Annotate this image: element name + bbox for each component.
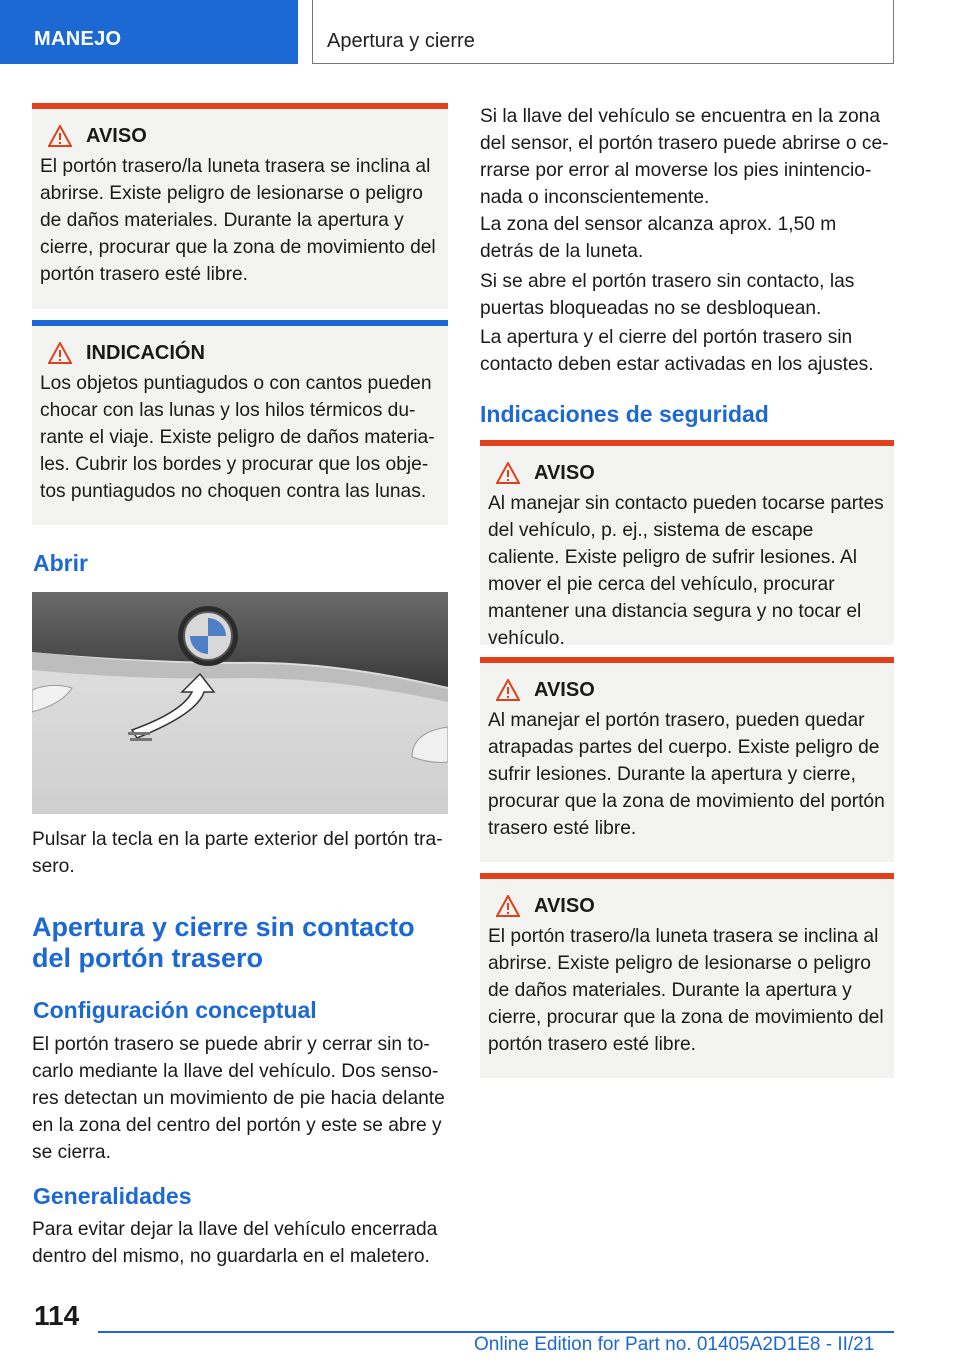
edition-link[interactable]: Online Edition for Part no. 01405A2D1E8 - II/21	[474, 1334, 875, 1355]
abrir-heading: Abrir	[33, 550, 88, 576]
paragraph: La zona del sensor alcanza aprox. 1,50 m detrás de la luneta.	[480, 214, 837, 262]
warning-box-4	[480, 873, 894, 1078]
note-text: Los objetos puntiagudos o con cantos pueden chocar con las lunas y los hilos térmicos durante el viaje. Existe peligro de daños materiales. Cubrir los bordes y procurar que los objetos puntiagudos no choquen contra las lunas.	[40, 373, 435, 502]
safety-heading: Indicaciones de seguridad	[480, 401, 769, 427]
concept-heading: Configuración conceptual	[33, 997, 317, 1023]
warning-text: El portón trasero/la luneta trasera se inclina al abrirse. Existe peligro de lesionarse o peligro de daños materiales. Durante la apertura y cierre, procurar que la zona de movimiento del portón trasero esté libre.	[488, 926, 884, 1055]
warning-text: Al manejar el portón trasero, pueden quedar atrapadas partes del cuerpo. Existe peligro de sufrir lesiones. Durante la apertura y cierre, procurar que la zona de movimiento del portón trasero esté libre.	[488, 710, 885, 839]
section-title: MANEJO	[34, 28, 122, 50]
warning-box-2	[480, 440, 894, 649]
warning-text: El portón trasero/la luneta trasera se inclina al abrirse. Existe peligro de lesionarse o peligro de daños materiales. Durante la apertura y cierre, procurar que la zona de movimiento del portón trasero esté libre.	[40, 156, 436, 285]
paragraph: Si se abre el portón trasero sin contacto, las puertas bloqueadas no se desbloquean.	[480, 271, 855, 319]
warning-label: AVISO	[534, 678, 595, 701]
warning-text: Al manejar sin contacto pueden tocarse partes del vehículo, p. ej., sistema de escape caliente. Existe peligro de sufrir lesiones. Al mover el pie cerca del vehículo, procurar mantener una distancia segura y no tocar el vehículo.	[488, 493, 884, 649]
illustration-caption: Pulsar la tecla en la parte exterior del portón trasero.	[32, 829, 443, 877]
footer-divider	[98, 1331, 894, 1333]
warning-label: AVISO	[534, 461, 595, 484]
section-tab	[0, 0, 298, 64]
warning-label: AVISO	[534, 894, 595, 917]
page-number: 114	[34, 1300, 80, 1331]
warning-label: AVISO	[86, 124, 147, 147]
general-heading: Generalidades	[33, 1183, 192, 1209]
warning-box-1	[32, 103, 448, 309]
warning-triangle-icon	[496, 679, 520, 701]
note-box	[32, 320, 448, 525]
page-header	[312, 0, 894, 64]
warning-triangle-icon	[48, 342, 72, 364]
tailgate-illustration	[32, 592, 448, 814]
warning-triangle-icon	[48, 125, 72, 147]
general-text: Para evitar dejar la llave del vehículo encerrada dentro del mismo, no guardarla en el maletero.	[32, 1219, 438, 1267]
note-label: INDICACIÓN	[86, 341, 205, 364]
section-heading: Apertura y cierre sin contacto del portón trasero	[32, 912, 415, 973]
paragraph: La apertura y el cierre del portón trasero sin contacto deben estar activadas en los ajustes.	[480, 327, 874, 375]
warning-box-3	[480, 657, 894, 862]
warning-triangle-icon	[496, 462, 520, 484]
concept-text: El portón trasero se puede abrir y cerrar sin tocarlo mediante la llave del vehículo. Dos sensores detectan un movimiento de pie hacia delante en la zona del centro del portón y este se abre y se cierra.	[32, 1034, 445, 1163]
warning-triangle-icon	[496, 895, 520, 917]
page-title: Apertura y cierre	[327, 30, 475, 52]
paragraph: Si la llave del vehículo se encuentra en la zona del sensor, el portón trasero puede abrirse o cerrarse por error al moverse los pies inintencionada o inconscientemente.	[480, 106, 889, 208]
